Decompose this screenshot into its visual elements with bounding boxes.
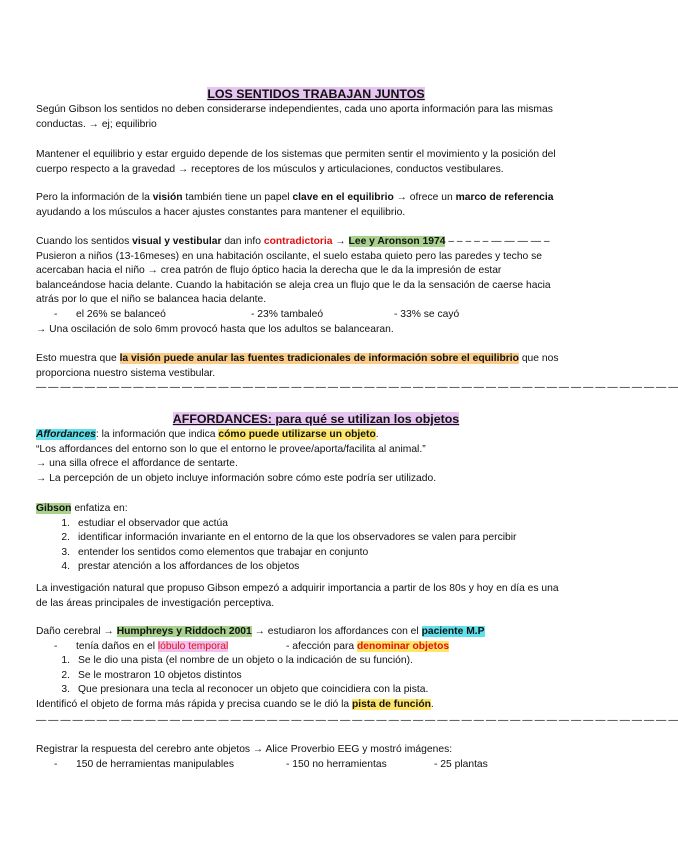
pistas-list — [36, 654, 596, 698]
separator-line: — — — — — — — — — — — — — — — — — — — — — — — — — — — — — — — — — — — — — — — — — — — — — — — — — — — — — — [36, 715, 678, 726]
paragraph-proverbio: Registrar la respuesta del cerebro ante objetos → Alice Proverbio EEG y mostró imágenes: - 150 de herramientas manipulables - 150 no herramientas - 25 plantas — [36, 743, 596, 772]
list-item: 3. entender los sentidos como elementos que trabajar en conjunto — [61, 546, 369, 558]
list-item: 2. identificar información invariante en el entorno de la que los observadores se valen para percibir — [61, 532, 517, 544]
paragraph-investigacion: La investigación natural que propuso Gibson empezó a adquirir importancia a partir de los 80s y hoy en día es una de las áreas principales de investigación perceptiva. — [36, 583, 559, 609]
list-item: 1. estudiar el observador que actúa — [61, 517, 228, 529]
lobulo-row: - tenía daños en el lóbulo temporal - afección para denominar objetos — [54, 640, 450, 652]
paragraph-humphreys: Daño cerebral → Humphreys y Riddoch 2001 → estudiaron los affordances con el paciente M.P - tenía daños en el lóbulo temporal - afección para denominar objetos 1. Se le dio una pista (el nombre de un objeto o la indicación de su función). 2. Se le mostraron 10 objetos distintos 3. Que presionara una tecla al reconocer un objeto que coincidiera con la pista. Identificó el objeto de forma más rápida y precisa cuando se le dió la pista de función. — [36, 625, 596, 713]
paragraph-gibson-enfatiza: Gibson enfatiza en: 1. estudiar el observador que actúa 2. identificar información invariante en el entorno de la que los observadores se valen para percibir 3. entender los sentidos como elementos que trabajar en conjunto 4. prestar atención a los affordances de los objetos — [36, 502, 596, 575]
list-item: 4. prestar atención a los affordances de los objetos — [61, 561, 300, 573]
paragraph-vision: Pero la información de la visión también tiene un papel clave en el equilibrio → ofrece un marco de referencia ayudando a los músculos a hacer ajustes constantes para mantener el equilibrio. — [36, 192, 554, 218]
paragraph-conclusion: Esto muestra que la visión puede anular las fuentes tradicionales de información sobre el equilibrio que nos proporciona nuestro sistema vestibular. — [36, 353, 559, 379]
paragraph-affordances: Affordances: la información que indica cómo puede utilizarse un objeto. “Los affordances del entorno son lo que el entorno le provee/aporta/facilita al animal.” → una silla ofrece el affordance de sentarte. → La percepción de un objeto incluye información sobre cómo este podría ser utilizado. — [36, 429, 437, 484]
section-title-sentidos: LOS SENTIDOS TRABAJAN JUNTOS — [207, 87, 425, 101]
separator-line: — — — — — — — — — — — — — — — — — — — — — — — — — — — — — — — — — — — — — — — — — — — — — — — — — — — — — — [36, 382, 678, 393]
section-title-affordances: AFFORDANCES: para qué se utilizan los objetos — [172, 412, 460, 426]
list-item: 3. Que presionara una tecla al reconocer un objeto que coincidiera con la pista. — [61, 684, 429, 696]
list-item: 2. Se le mostraron 10 objetos distintos — [61, 669, 242, 681]
list-item: 1. Se le dio una pista (el nombre de un objeto o la indicación de su función). — [61, 655, 413, 667]
paragraph-gibson-intro: Según Gibson los sentidos no deben considerarse independientes, cada uno aporta información para las mismas conductas. → ej; equilibrio — [36, 104, 553, 130]
herramientas-row: - 150 de herramientas manipulables - 150 no herramientas - 25 plantas — [54, 758, 488, 770]
paragraph-lee-aronson: Cuando los sentidos visual y vestibular dan info contradictoria → Lee y Aronson 1974 – – – – – — — — — – Pusieron a niños (13-16meses) en una habitación oscilante, el suelo estaba quieto pero las paredes y techo se acercaban hacia el niño → crea patrón de flujo óptico hacia la derecha que le da la impresión de estar balanceándose hacia delante. Cuando la habitación se aleja crea un flujo que le da la sensación de caerse hacia atrás por lo que el niño se balancea hacia delante. - el 26% se balanceó - 23% tambaleó - 33% se cayó → Una oscilación de solo 6mm provocó hasta que los adultos se balancearan. — [36, 235, 596, 337]
stats-row: - el 26% se balanceó - 23% tambaleó - 33% se cayó — [54, 308, 460, 320]
paragraph-equilibrio: Mantener el equilibrio y estar erguido depende de los sistemas que permiten sentir el movimiento y la posición del cuerpo respecto a la gravedad → receptores de los músculos y articulaciones, conductos vestibulares. — [36, 149, 556, 175]
gibson-list — [36, 517, 596, 575]
